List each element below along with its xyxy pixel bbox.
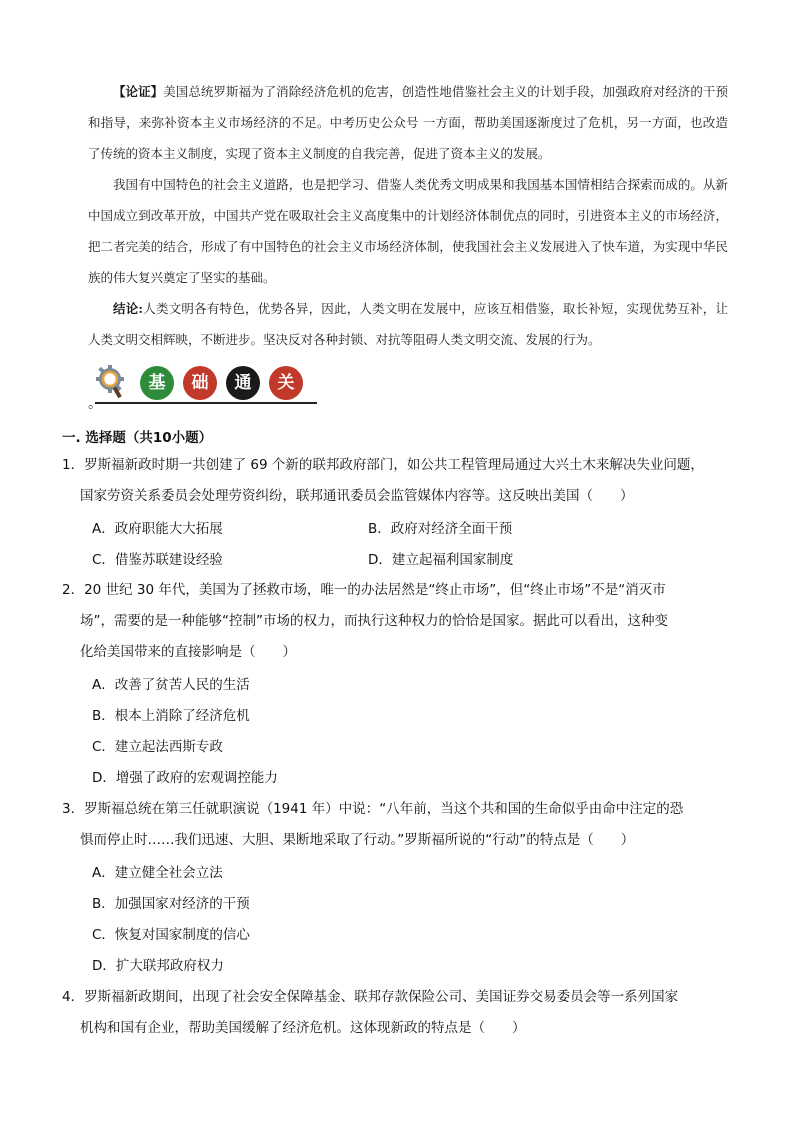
- banner-char-3: 通: [226, 366, 260, 400]
- question-3-line-2: 惧而停止时……我们迅速、大胆、果断地采取了行动。”罗斯福所说的“行动”的特点是（ ）: [80, 832, 635, 848]
- q1-option-c[interactable]: C．借鉴苏联建设经验: [92, 552, 223, 568]
- question-1: [62, 450, 742, 512]
- question-2-line-1: 2．20 世纪 30 年代，美国为了拯救市场，唯一的办法居然是“终止市场”，但“终止市场”不是“消灭市: [62, 582, 666, 598]
- q2-option-b[interactable]: B．根本上消除了经济危机: [92, 708, 250, 724]
- section-banner: [95, 362, 317, 406]
- question-2-line-2: 场”，需要的是一种能够“控制”市场的权力，而执行这种权力的恰恰是国家。据此可以看出，这种变: [80, 613, 668, 629]
- banner-char-2: 础: [183, 366, 217, 400]
- section-title: 一. 选择题（共10小题）: [62, 430, 213, 446]
- china-paragraph: [88, 169, 728, 293]
- question-4-line-1: 4．罗斯福新政期间，出现了社会安全保障基金、联邦存款保险公司、美国证券交易委员会等一系列国家: [62, 989, 679, 1005]
- banner-char-4: 关: [269, 366, 303, 400]
- question-1-line-2: 国家劳资关系委员会处理劳资纠纷，联邦通讯委员会监管媒体内容等。这反映出美国（ ）: [80, 488, 634, 504]
- conclusion-tag: 结论:: [113, 301, 144, 316]
- q1-option-b[interactable]: B．政府对经济全面干预: [368, 521, 513, 537]
- banner-rule: [95, 402, 317, 404]
- q3-option-c[interactable]: C．恢复对国家制度的信心: [92, 927, 250, 943]
- question-4: [62, 982, 742, 1044]
- q2-option-d[interactable]: D．增强了政府的宏观调控能力: [92, 770, 278, 786]
- question-2: [62, 575, 742, 668]
- q3-option-a[interactable]: A．建立健全社会立法: [92, 865, 223, 881]
- conclusion-paragraph: [88, 293, 728, 355]
- q1-option-d[interactable]: D．建立起福利国家制度: [368, 552, 514, 568]
- q1-option-a[interactable]: A．政府职能大大拓展: [92, 521, 223, 537]
- question-3: [62, 794, 742, 856]
- q2-option-a[interactable]: A．改善了贫苦人民的生活: [92, 677, 250, 693]
- question-3-line-1: 3．罗斯福总统在第三任就职演说（1941 年）中说：“八年前，当这个共和国的生命似乎由命中注定的恐: [62, 801, 684, 817]
- conclusion-text: 人类文明各有特色，优势各异，因此，人类文明在发展中，应该互相借鉴，取长补短，实现优势互补，让人类文明交相辉映，不断进步。坚决反对各种封锁、对抗等阻碍人类文明交流、发展的行为。: [88, 301, 728, 347]
- question-1-line-1: 1．罗斯福新政时期一共创建了 69 个新的联邦政府部门，如公共工程管理局通过大兴土木来解决失业问题，: [62, 457, 704, 473]
- question-2-line-3: 化给美国带来的直接影响是（ ）: [80, 644, 296, 660]
- q2-option-c[interactable]: C．建立起法西斯专政: [92, 739, 223, 755]
- stray-period: 。: [88, 396, 102, 412]
- argument-text: 美国总统罗斯福为了消除经济危机的危害，创造性地借鉴社会主义的计划手段，加强政府对经济的干预和指导，来弥补资本主义市场经济的不足。中考历史公众号 一方面，帮助美国逐渐度过了危机，另一方面，也改造了传统的资本主义制度，实现了资本主义制度的自我完善，促进了资本主义的发展。: [88, 84, 728, 161]
- argument-paragraph: [88, 76, 728, 169]
- q3-option-b[interactable]: B．加强国家对经济的干预: [92, 896, 250, 912]
- question-4-line-2: 机构和国有企业，帮助美国缓解了经济危机。这体现新政的特点是（ ）: [80, 1020, 526, 1036]
- china-text: 我国有中国特色的社会主义道路，也是把学习、借鉴人类优秀文明成果和我国基本国情相结合探索而成的。从新中国成立到改革开放，中国共产党在吸取社会主义高度集中的计划经济体制优点的同时，引进资本主义的市场经济，把二者完美的结合，形成了有中国特色的社会主义市场经济体制，使我国社会主义发展进入了快车道，为实现中华民族的伟大复兴奠定了坚实的基础。: [88, 177, 728, 285]
- banner-char-1: 基: [140, 366, 174, 400]
- q3-option-d[interactable]: D．扩大联邦政府权力: [92, 958, 224, 974]
- argument-tag: 【论证】: [113, 84, 164, 99]
